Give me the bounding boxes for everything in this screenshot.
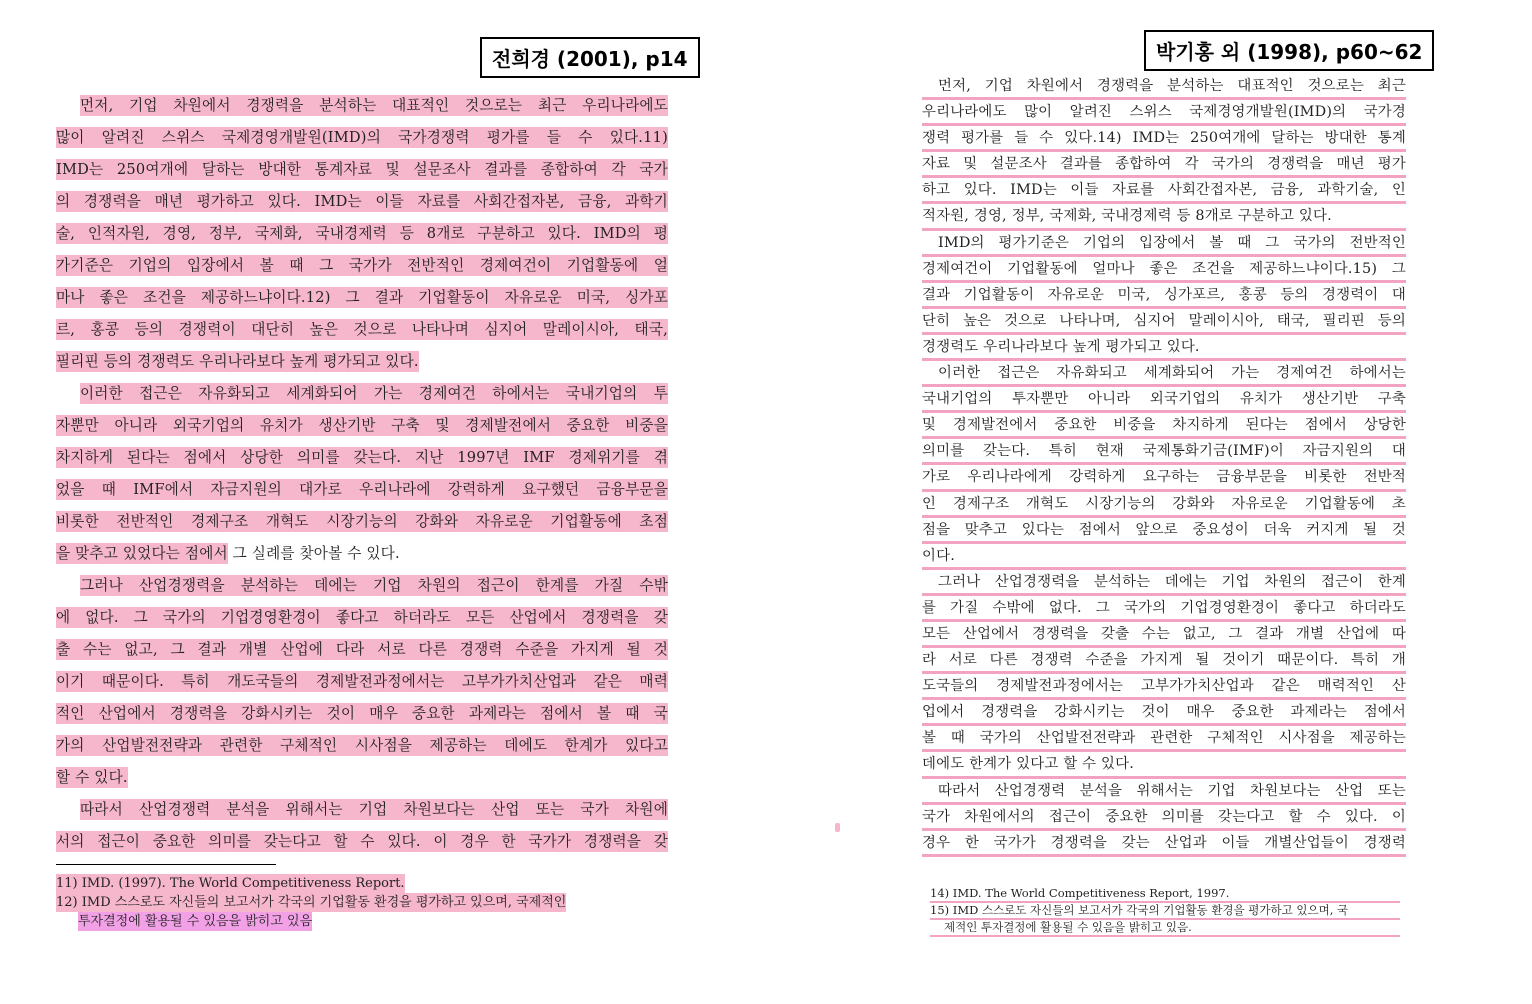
left-line	[56, 698, 668, 730]
left-line	[56, 282, 668, 314]
left-line	[56, 442, 668, 474]
highlighted-text: 필리핀 등의 경쟁력도 우리나라보다 높게 평가되고 있다.	[56, 353, 419, 370]
right-line: 를 가질 수밖에 없다. 그 국가의 기업경영환경이 좋다고 하더라도	[922, 596, 1406, 622]
right-line: 쟁력 평가를 들 수 있다.14) IMD는 250여개에 달하는 방대한 통계	[922, 126, 1406, 152]
highlighted-text: 11) IMD. (1997). The World Competitiveness Report.	[56, 876, 405, 891]
right-line: 가로 우리나라에게 강력하게 요구하는 금융부문을 비롯한 전반적	[922, 465, 1406, 491]
left-line	[56, 474, 668, 506]
right-line: 단히 높은 것으로 나타나며, 심지어 말레이시아, 태국, 필리핀 등의	[922, 309, 1406, 335]
highlighted-text: 가기준은 기업의 입장에서 볼 때 그 국가가 전반적인 경제여건이 기업활동에 얼	[56, 257, 668, 274]
footnote: 14) IMD. The World Competitiveness Report, 1997.	[930, 886, 1400, 903]
highlighted-text: 자뿐만 아니라 외국기업의 유치가 생산기반 구축 및 경제발전에서 중요한 비중을	[56, 417, 668, 434]
highlighted-text: 의 경쟁력을 매년 평가하고 있다. IMD는 이들 자료를 사회간접자본, 금융, 과학기	[56, 193, 668, 210]
unhighlighted-text: 그 실례를 찾아볼 수 있다.	[227, 545, 400, 562]
left-line	[56, 218, 668, 250]
highlighted-text: IMD는 250여개에 달하는 방대한 통계자료 및 설문조사 결과를 종합하여 각 국가	[56, 161, 668, 178]
right-line: IMD의 평가기준은 기업의 입장에서 볼 때 그 국가의 전반적인	[922, 231, 1406, 257]
right-line: 결과 기업활동이 자유로운 미국, 싱가포르, 홍콩 등의 경쟁력이 대	[922, 283, 1406, 309]
left-line	[56, 346, 668, 378]
right-line: 자료 및 설문조사 결과를 종합하여 각 국가의 경쟁력을 매년 평가	[922, 152, 1406, 178]
right-line: 따라서 산업경쟁력 분석을 위해서는 기업 차원보다는 산업 또는	[922, 779, 1406, 805]
footnote: 15) IMD 스스로도 자신들의 보고서가 각국의 기업활동 환경을 평가하고 있으며, 국	[930, 903, 1400, 920]
stray-highlight-mark	[835, 823, 840, 832]
footnote: 제적인 투자결정에 활용될 수 있음을 밝히고 있음.	[930, 920, 1400, 937]
highlighted-text: 할 수 있다.	[56, 769, 128, 786]
right-line: 도국들의 경제발전과정에서는 고부가가치산업과 같은 매력적인 산	[922, 674, 1406, 700]
left-line	[56, 154, 668, 186]
right-line: 이러한 접근은 자유화되고 세계화되어 가는 경제여건 하에서는	[922, 361, 1406, 387]
highlighted-text: 이러한 접근은 자유화되고 세계화되어 가는 경제여건 하에서는 국내기업의 투	[80, 385, 668, 402]
right-line: 업에서 경쟁력을 강화시키는 것이 매우 중요한 과제라는 점에서	[922, 700, 1406, 726]
highlighted-text: 차지하게 된다는 점에서 상당한 의미를 갖는다. 지난 1997년 IMF 경제위기를 겪	[56, 449, 668, 466]
left-line	[56, 634, 668, 666]
left-line	[56, 730, 668, 762]
highlighted-text: 가의 산업발전전략과 관련한 구체적인 시사점을 제공하는 데에도 한계가 있다고	[56, 737, 668, 754]
right-line: 볼 때 국가의 산업발전전략과 관련한 구체적인 시사점을 제공하는	[922, 726, 1406, 752]
right-line: 경우 한 국가가 경쟁력을 갖는 산업과 이들 개별산업들이 경쟁력	[922, 831, 1406, 857]
left-line	[56, 410, 668, 442]
left-line	[56, 506, 668, 538]
right-line: 데에도 한계가 있다고 할 수 있다.	[922, 752, 1406, 778]
left-document-page	[56, 90, 668, 858]
right-line: 국가 차원에서의 접근이 중요한 의미를 갖는다고 할 수 있다. 이	[922, 805, 1406, 831]
right-line: 인 경제구조 개혁도 시장기능의 강화와 자유로운 기업활동에 초	[922, 492, 1406, 518]
right-line: 경제여건이 기업활동에 얼마나 좋은 조건을 제공하느냐이다.15) 그	[922, 257, 1406, 283]
left-line	[56, 794, 668, 826]
right-line: 라 서로 다른 경쟁력 수준을 가지게 될 것이기 때문이다. 특히 개	[922, 648, 1406, 674]
highlighted-text: 에 없다. 그 국가의 기업경영환경이 좋다고 하더라도 모든 산업에서 경쟁력을 갖	[56, 609, 668, 626]
right-footnotes	[930, 886, 1400, 937]
right-line: 의미를 갖는다. 특히 현재 국제통화기금(IMF)이 자금지원의 대	[922, 439, 1406, 465]
right-document-page	[922, 74, 1406, 857]
left-line	[56, 602, 668, 634]
left-line	[56, 314, 668, 346]
left-line	[56, 762, 668, 794]
right-line: 점을 맞추고 있다는 점에서 앞으로 중요성이 더욱 커지게 될 것	[922, 518, 1406, 544]
highlighted-text: 었을 때 IMF에서 자금지원의 대가로 우리나라에 강력하게 요구했던 금융부문을	[56, 481, 668, 498]
highlighted-text: 출 수는 없고, 그 결과 개별 산업에 다라 서로 다른 경쟁력 수준을 가지게 될 것	[56, 641, 668, 658]
right-source-label: 박기홍 외 (1998), p60~62	[1144, 30, 1434, 71]
left-line	[56, 826, 668, 858]
right-line: 먼저, 기업 차원에서 경쟁력을 분석하는 대표적인 것으로는 최근	[922, 74, 1406, 100]
highlighted-text: 12) IMD 스스로도 자신들의 보고서가 각국의 기업활동 환경을 평가하고 있으며, 국제적인	[56, 895, 567, 910]
left-line	[56, 186, 668, 218]
right-line: 하고 있다. IMD는 이들 자료를 사회간접자본, 금융, 과학기술, 인	[922, 178, 1406, 204]
left-line	[56, 250, 668, 282]
left-source-label: 전희경 (2001), p14	[480, 37, 700, 78]
right-line: 국내기업의 투자뿐만 아니라 외국기업의 유치가 생산기반 구축	[922, 387, 1406, 413]
left-line	[56, 570, 668, 602]
highlighted-text: 비롯한 전반적인 경제구조 개혁도 시장기능의 강화와 자유로운 기업활동에 초점	[56, 513, 668, 530]
highlighted-text: 술, 인적자원, 경영, 정부, 국제화, 국내경제력 등 8개로 구분하고 있다. IMD의 평	[56, 225, 668, 242]
footnote	[56, 874, 668, 893]
left-line	[56, 122, 668, 154]
highlighted-text: 적인 산업에서 경쟁력을 강화시키는 것이 매우 중요한 과제라는 점에서 볼 때 국	[56, 705, 668, 722]
highlighted-text: 따라서 산업경쟁력 분석을 위해서는 기업 차원보다는 산업 또는 국가 차원에	[80, 801, 668, 818]
highlighted-text: 서의 접근이 중요한 의미를 갖는다고 할 수 있다. 이 경우 한 국가가 경쟁력을 갖	[56, 833, 668, 850]
right-line: 및 경제발전에서 중요한 비중을 차지하게 된다는 점에서 상당한	[922, 413, 1406, 439]
left-line	[56, 666, 668, 698]
highlighted-text: 많이 알려진 스위스 국제경영개발원(IMD)의 국가경쟁력 평가를 들 수 있다.11)	[56, 129, 668, 146]
left-line	[56, 90, 668, 122]
highlighted-text: 먼저, 기업 차원에서 경쟁력을 분석하는 대표적인 것으로는 최근 우리나라에도	[80, 97, 668, 114]
right-line: 경쟁력도 우리나라보다 높게 평가되고 있다.	[922, 335, 1406, 361]
right-line: 적자원, 경영, 정부, 국제화, 국내경제력 등 8개로 구분하고 있다.	[922, 204, 1406, 230]
highlighted-text: 이기 때문이다. 특히 개도국들의 경제발전과정에서는 고부가가치산업과 같은 매력	[56, 673, 668, 690]
right-line: 모든 산업에서 경쟁력을 갖출 수는 없고, 그 결과 개별 산업에 따	[922, 622, 1406, 648]
left-line	[56, 538, 668, 570]
right-line: 그러나 산업경쟁력을 분석하는 데에는 기업 차원의 접근이 한계	[922, 570, 1406, 596]
highlighted-text: 투자결정에 활용될 수 있음을 밝히고 있음	[78, 914, 313, 929]
left-footnotes	[56, 874, 668, 931]
left-line	[56, 378, 668, 410]
footnote	[56, 912, 668, 931]
highlighted-text: 르, 홍콩 등의 경쟁력이 대단히 높은 것으로 나타나며 심지어 말레이시아, 태국,	[56, 321, 668, 338]
right-line: 우리나라에도 많이 알려진 스위스 국제경영개발원(IMD)의 국가경	[922, 100, 1406, 126]
footnote	[56, 893, 668, 912]
footnote-divider	[56, 864, 276, 865]
highlighted-text: 마나 좋은 조건을 제공하느냐이다.12) 그 결과 기업활동이 자유로운 미국, 싱가포	[56, 289, 668, 306]
highlighted-text: 그러나 산업경쟁력을 분석하는 데에는 기업 차원의 접근이 한계를 가질 수밖	[80, 577, 668, 594]
highlighted-text: 을 맞추고 있었다는 점에서	[56, 545, 228, 562]
right-line: 이다.	[922, 544, 1406, 570]
